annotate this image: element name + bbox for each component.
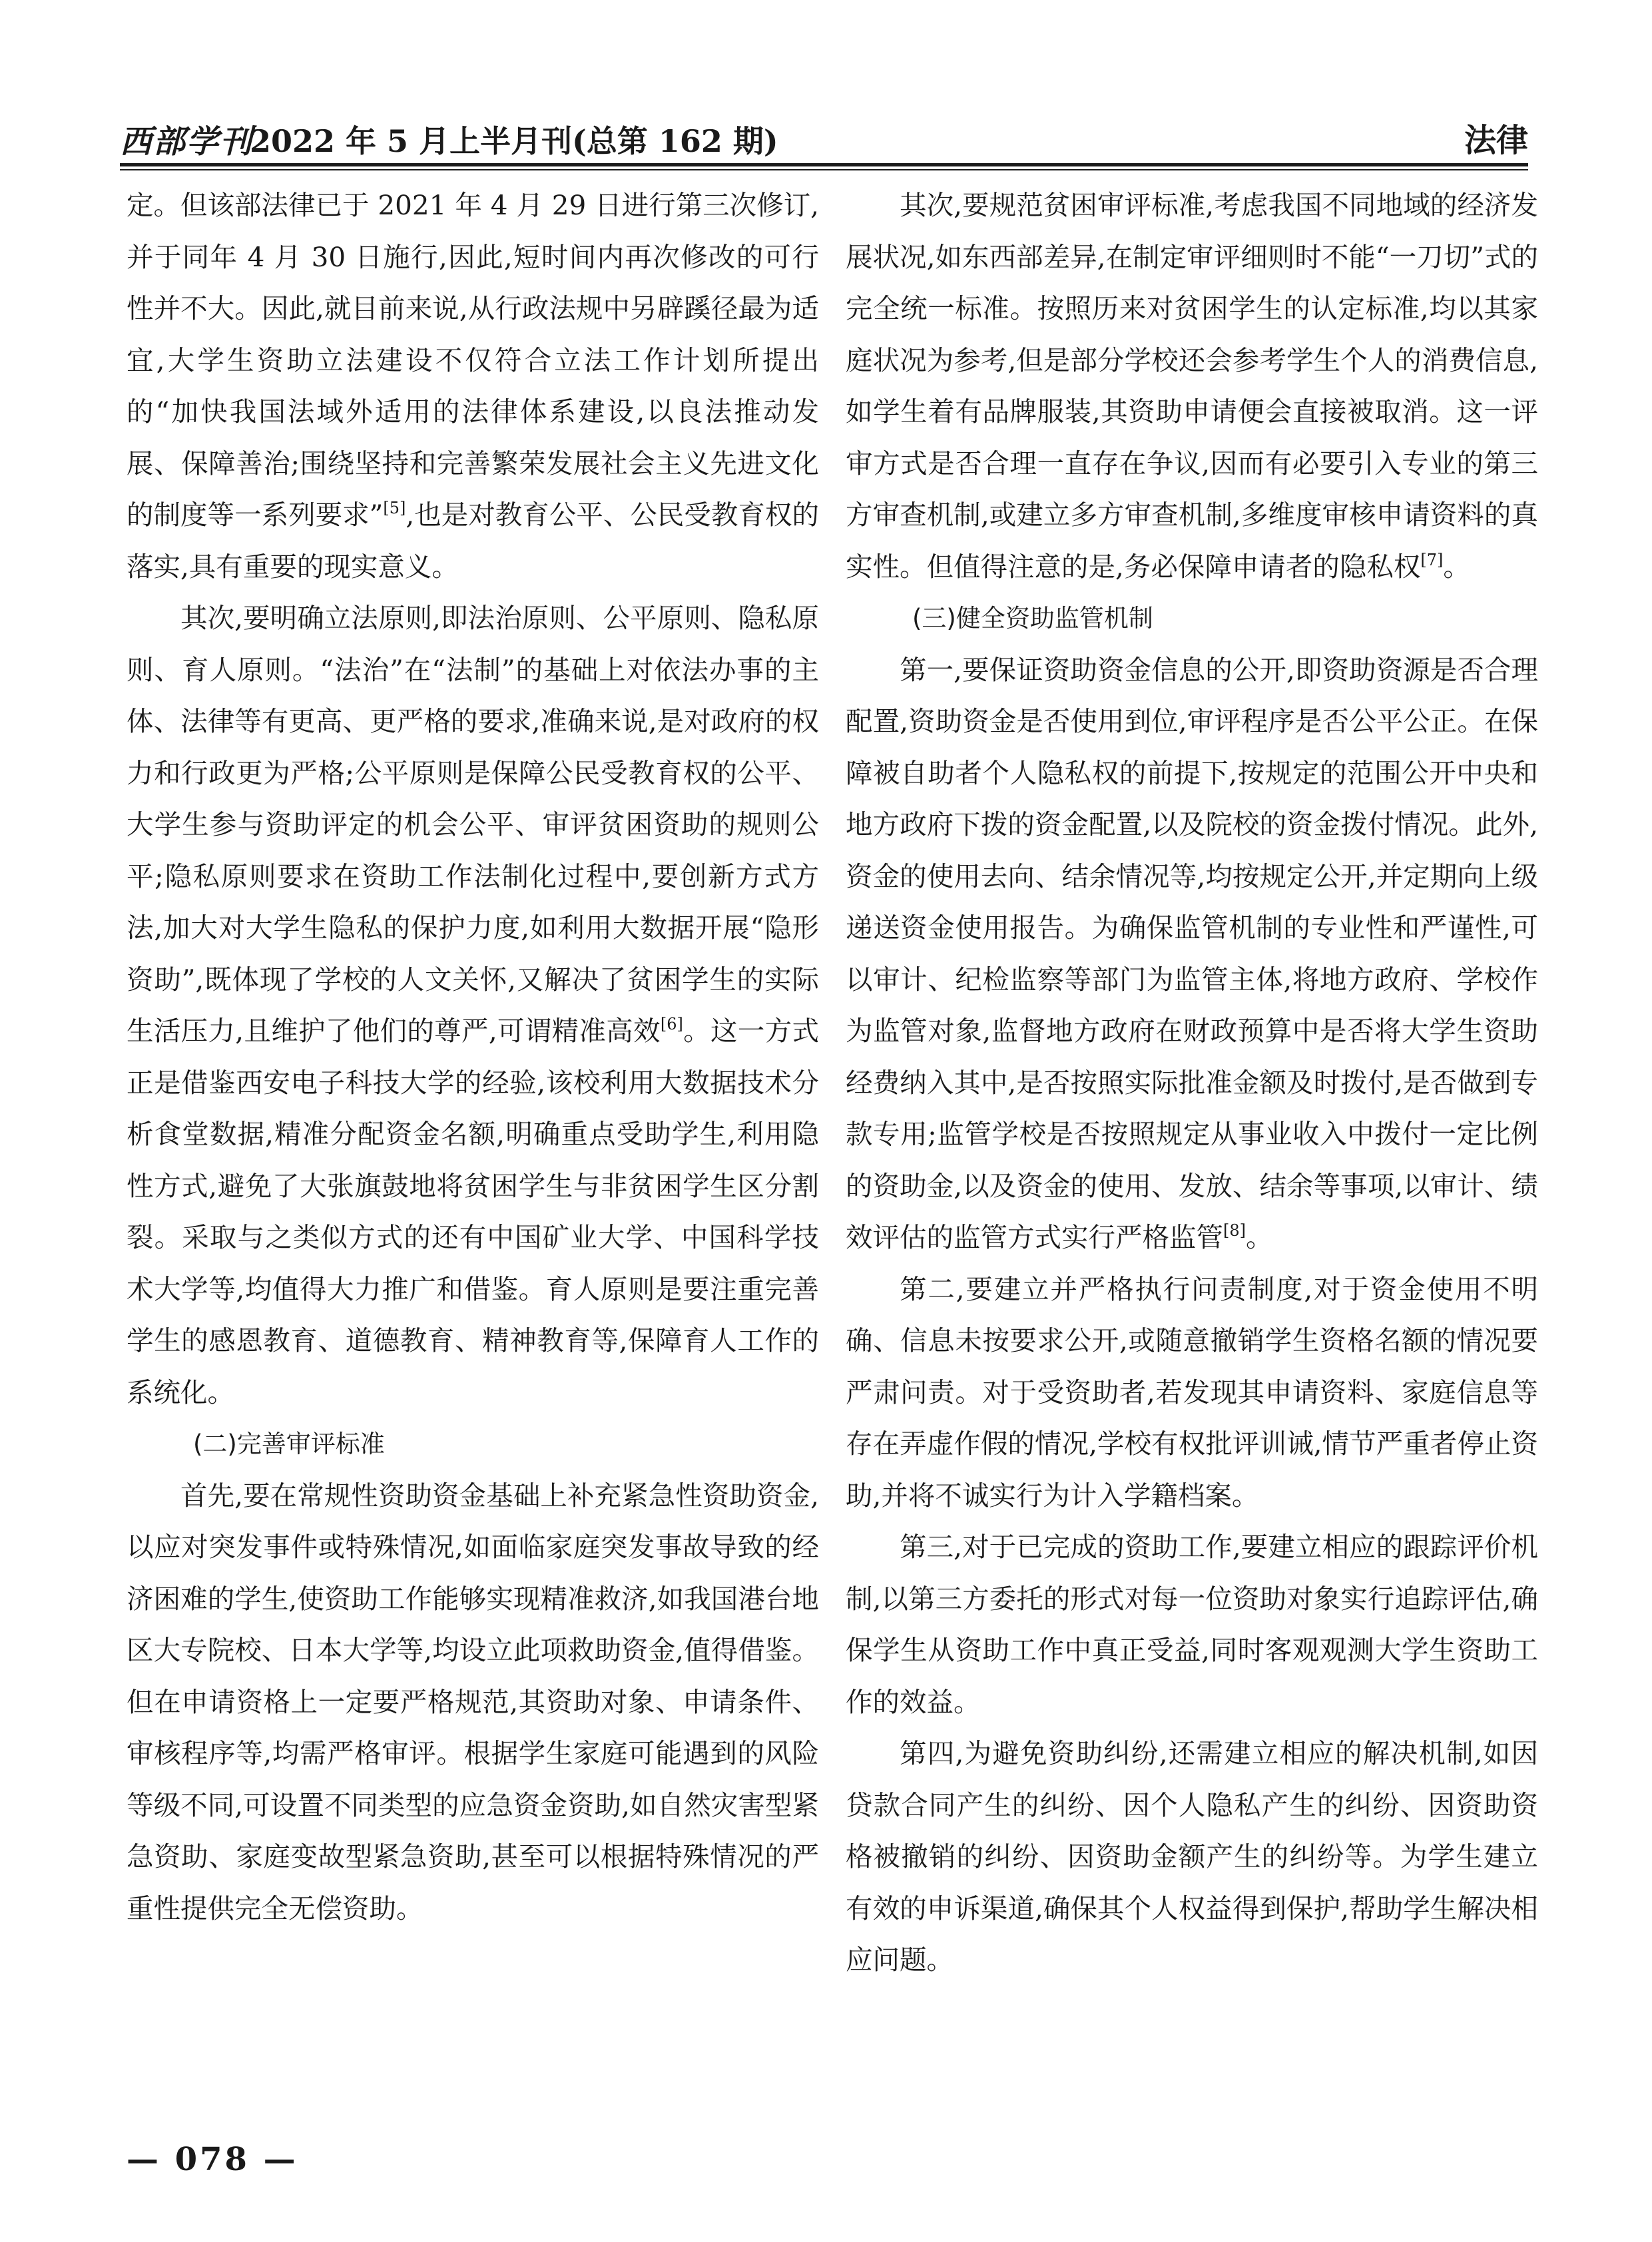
page-number: — 078 — <box>127 2141 298 2178</box>
paragraph: 第三,对于已完成的资助工作,要建立相应的跟踪评价机制,以第三方委托的形式对每一位资助对象实行追踪评估,确保学生从资助工作中真正受益,同时客观观测大学生资助工作的效益。 <box>846 1531 1538 1718</box>
running-header <box>120 107 1528 160</box>
citation-ref: [7] <box>1420 550 1444 569</box>
paragraph: 其次,要规范贫困审评标准,考虑我国不同地域的经济发展状况,如东西部差异,在制定审评细则时不能“一刀切”式的完全统一标准。按照历来对贫困学生的认定标准,均以其家庭状况为参考,但是部分学校还会参考学生个人的消费信息,如学生着有品牌服装,其资助申请便会直接被取消。这一评审方式是否合理一直存在争议,因而有必要引入专业的第三方审查机制,或建立多方审查机制,多维度审核申请资料的真实性。但值得注意的是,务必保障申请者的隐私权[7]。 <box>846 189 1538 583</box>
section-heading: (三)健全资助监管机制 <box>912 604 1153 633</box>
paragraph: 第二,要建立并严格执行问责制度,对于资金使用不明确、信息未按要求公开,或随意撤销学生资格名额的情况要严肃问责。对于受资助者,若发现其申请资料、家庭信息等存在弄虚作假的情况,学校有权批评训诫,情节严重者停止资助,并将不诚实行为计入学籍档案。 <box>846 1272 1538 1512</box>
citation-ref: [6] <box>660 1015 683 1033</box>
paragraph: 其次,要明确立法原则,即法治原则、公平原则、隐私原则、育人原则。“法治”在“法制”的基础上对依法办事的主体、法律等有更高、更严格的要求,准确来说,是对政府的权力和行政更为严格;公平原则是保障公民受教育权的公平、大学生参与资助评定的机会公平、审评贫困资助的规则公平;隐私原则要求在资助工作法制化过程中,要创新方式方法,加大对大学生隐私的保护力度,如利用大数据开展“隐形资助”,既体现了学校的人文关怀,又解决了贫困学生的实际生活压力,且维护了他们的尊严,可谓精准高效[6]。这一方式正是借鉴西安电子科技大学的经验,该校利用大数据技术分析食堂数据,精准分配资金名额,明确重点受助学生,利用隐性方式,避免了大张旗鼓地将贫困学生与非贫困学生区分割裂。采取与之类似方式的还有中国矿业大学、中国科学技术大学等,均值得大力推广和借鉴。育人原则是要注重完善学生的感恩教育、道德教育、精神教育等,保障育人工作的系统化。 <box>127 602 820 1408</box>
citation-ref: [8] <box>1223 1221 1246 1240</box>
citation-ref: [5] <box>383 499 406 517</box>
left-column <box>127 180 819 1934</box>
paragraph: 第四,为避免资助纠纷,还需建立相应的解决机制,如因贷款合同产生的纠纷、因个人隐私产生的纠纷、因资助资格被撤销的纠纷、因资助金额产生的纠纷等。为学生建立有效的申诉渠道,确保其个人权益得到保护,帮助学生解决相应问题。 <box>846 1737 1538 1976</box>
right-column <box>846 180 1538 1986</box>
header-rule <box>120 163 1528 170</box>
paragraph: 定。但该部法律已于 2021 年 4 月 29 日进行第三次修订,并于同年 4 月 30 日施行,因此,短时间内再次修改的可行性并不大。因此,就目前来说,从行政法规中另辟蹊径最为适宜,大学生资助立法建设不仅符合立法工作计划所提出的“加快我国法域外适用的法律体系建设,以良法推动发展、保障善治;围绕坚持和完善繁荣发展社会主义先进文化的制度等一系列要求”[5],也是对教育公平、公民受教育权的落实,具有重要的现实意义。 <box>127 189 819 583</box>
section-label: 法律 <box>1464 122 1528 159</box>
paragraph: 首先,要在常规性资助资金基础上补充紧急性资助资金,以应对突发事件或特殊情况,如面临家庭突发事故导致的经济困难的学生,使资助工作能够实现精准救济,如我国港台地区大专院校、日本大学等,均设立此项救助资金,值得借鉴。但在申请资格上一定要严格规范,其资助对象、申请条件、审核程序等,均需严格审评。根据学生家庭可能遇到的风险等级不同,可设置不同类型的应急资金资助,如自然灾害型紧急资助、家庭变故型紧急资助,甚至可以根据特殊情况的严重性提供完全无偿资助。 <box>127 1479 819 1924</box>
issue-info: 2022 年 5 月上半月刊(总第 162 期) <box>250 123 778 159</box>
paragraph: 第一,要保证资助资金信息的公开,即资助资源是否合理配置,资助资金是否使用到位,审评程序是否公平公正。在保障被自助者个人隐私权的前提下,按规定的范围公开中央和地方政府下拨的资金配置,以及院校的资金拨付情况。此外,资金的使用去向、结余情况等,均按规定公开,并定期向上级递送资金使用报告。为确保监管机制的专业性和严谨性,可以审计、纪检监察等部门为监管主体,将地方政府、学校作为监管对象,监督地方政府在财政预算中是否将大学生资助经费纳入其中,是否按照实际批准金额及时拨付,是否做到专款专用;监管学校是否按照规定从事业收入中拨付一定比例的资助金,以及资金的使用、发放、结余等事项,以审计、绩效评估的监管方式实行严格监管[8]。 <box>846 653 1538 1253</box>
section-heading: (二)完善审评标准 <box>193 1430 385 1458</box>
journal-logo: 西部学刊 <box>120 123 254 160</box>
